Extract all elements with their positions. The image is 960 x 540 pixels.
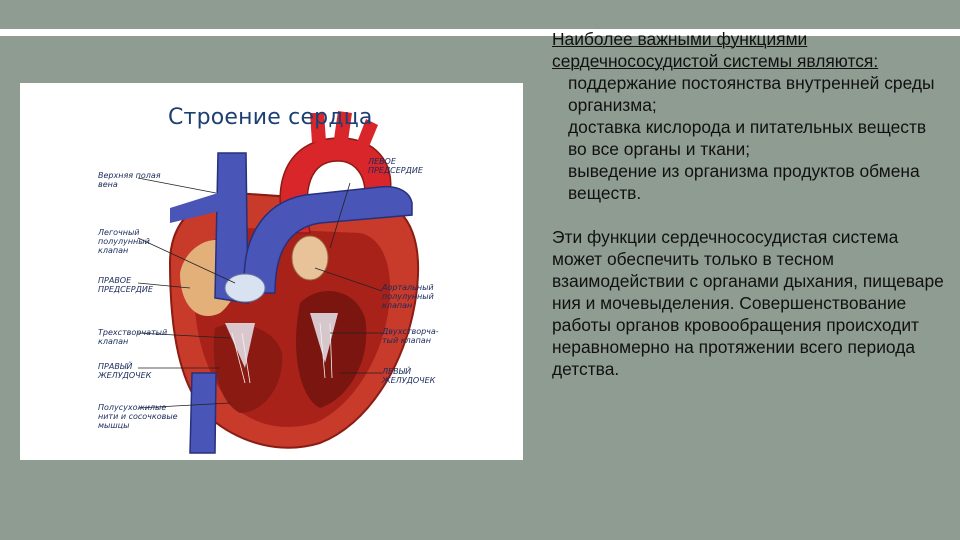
function-item: выведение из организма продуктов обмена веществ. [568,161,920,203]
pulmonary-valve [225,274,265,302]
label-papillary-muscles: Полусухожилые нити и сосочковые мышцы [98,403,178,430]
figure-title: Строение сердца [168,105,373,130]
label-superior-vena-cava: Верхняя полая вена [98,171,161,189]
inferior-vena-cava [190,373,216,453]
function-item: доставка кислорода и питательных веществ во все органы и ткани; [568,117,927,159]
label-aortic-valve: Аортальный полулунный клапан [382,283,434,310]
functions-heading: Наиболее важными функциями сердечнососудистой системы являются: [552,29,879,71]
heart-diagram [20,83,523,460]
heart-structure-figure [20,83,523,460]
label-tricuspid-valve: Трехстворчатый клапан [98,328,168,346]
label-mitral-valve: Двухстворча- тый клапан [382,327,439,345]
label-pulmonary-valve: Легочный полулунный клапан [98,228,150,255]
text-column [552,28,947,380]
body-paragraph: Эти функции сердечнососудистая система может обеспечить только в тесном взаимодействии с органами дыхания, пищеваре ния и мочевыделения. Совершенствование работы органов кровообращения происходит неравномерно на протяжении всего периода детства. [552,227,944,379]
function-item: поддержание постоянства внутренней среды организма; [568,73,935,115]
label-right-atrium: ПРАВОЕ ПРЕДСЕРДИЕ [98,276,153,294]
label-left-atrium: ЛЕВОЕ ПРЕДСЕРДИЕ [368,157,423,175]
aortic-valve [292,236,328,280]
label-right-ventricle: ПРАВЫЙ ЖЕЛУДОЧЕК [98,362,152,380]
label-left-ventricle: ЛЕВЫЙ ЖЕЛУДОЧЕК [382,367,436,385]
